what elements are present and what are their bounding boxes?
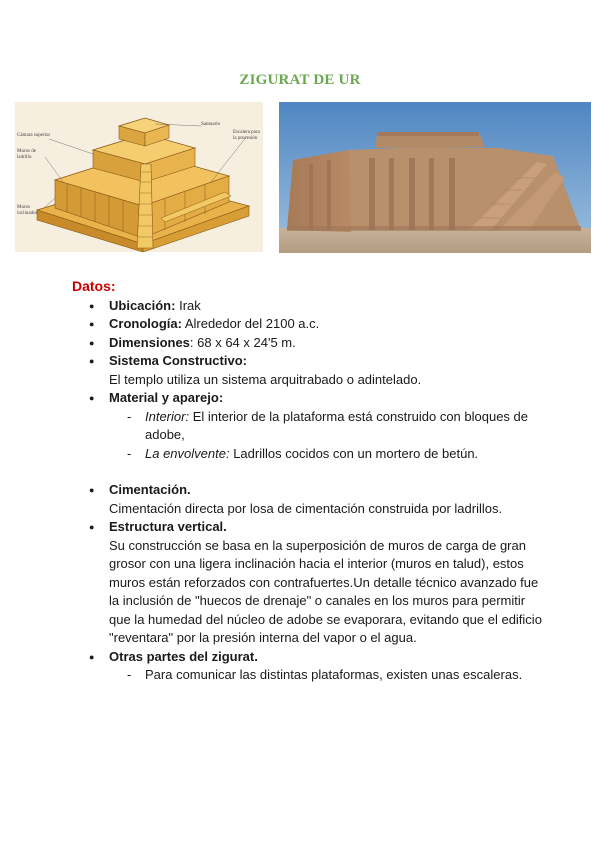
item-text: Alrededor del 2100 a.c.: [181, 316, 320, 331]
ziggurat-illustration: [15, 102, 263, 252]
sub-term: Interior:: [145, 408, 190, 424]
item-label: Ubicación:: [109, 297, 176, 313]
label-brick-walls: Muros de ladrillo: [17, 149, 37, 160]
sublist-item-envolvente: [109, 445, 542, 464]
sub-text: El interior de la plataforma está construido con bloques de adobe,: [145, 408, 528, 442]
list-item-dimensiones: [72, 334, 542, 353]
data-section: [72, 277, 542, 685]
label-inclined-walls: Muros inclinados: [17, 205, 38, 216]
item-text: Cimentación directa por losa de cimentación construida por ladrillos.: [109, 500, 503, 516]
data-list: [72, 297, 542, 685]
item-label: Cronología:: [109, 316, 182, 331]
label-upper-chamber: Cámara superior: [17, 133, 51, 138]
item-label: Sistema Constructivo:: [109, 353, 247, 368]
list-item-otras-partes: [72, 648, 542, 685]
otras-sublist: [109, 666, 542, 685]
list-item-material: [72, 389, 542, 463]
item-label: Dimensiones: [109, 334, 190, 350]
list-item-estructura-vertical: [72, 518, 542, 648]
label-sanctuary: Santuario: [201, 122, 221, 127]
list-item-sistema-constructivo: [72, 352, 542, 389]
item-label: Material y aparejo:: [109, 390, 224, 405]
list-item-cimentacion: [72, 481, 542, 518]
item-text: Irak: [175, 297, 201, 313]
item-text: : 68 x 64 x 24'5 m.: [189, 334, 296, 350]
ziggurat-photo: [279, 102, 591, 253]
sub-text: Ladrillos cocidos con un mortero de betún.: [229, 445, 479, 461]
sub-text: Para comunicar las distintas plataformas, existen unas escaleras.: [145, 667, 523, 682]
material-sublist: [109, 408, 542, 464]
item-label: Estructura vertical.: [109, 519, 227, 534]
item-text: El templo utiliza un sistema arquitrabado o adintelado.: [109, 371, 422, 387]
list-item-cronologia: [72, 315, 542, 334]
item-text: Su construcción se basa en la superposición de muros de carga de gran grosor con una ligera inclinación hacia el interior (muros en talud), estos muros están reforzados con contrafuertes.Un detalle técnico avanzado fue la inclusión de "huecos de drenaje" o canales en los muros para permitir que la humedad del núcleo de adobe se evaporara, evitando que el edificio "reventara" por la presión interna del vapor o el agua.: [109, 537, 542, 645]
page-title: ZIGURAT DE UR: [239, 72, 361, 88]
list-item-ubicacion: [72, 297, 542, 316]
sub-term: La envolvente:: [145, 445, 230, 461]
sublist-item-escaleras: [109, 666, 542, 685]
section-label-datos: Datos:: [72, 278, 116, 294]
sublist-item-interior: [109, 408, 542, 445]
item-label: Cimentación.: [109, 482, 191, 497]
label-processional-stair: Escalera para la procesión: [233, 130, 260, 141]
item-label: Otras partes del zigurat.: [109, 648, 258, 664]
